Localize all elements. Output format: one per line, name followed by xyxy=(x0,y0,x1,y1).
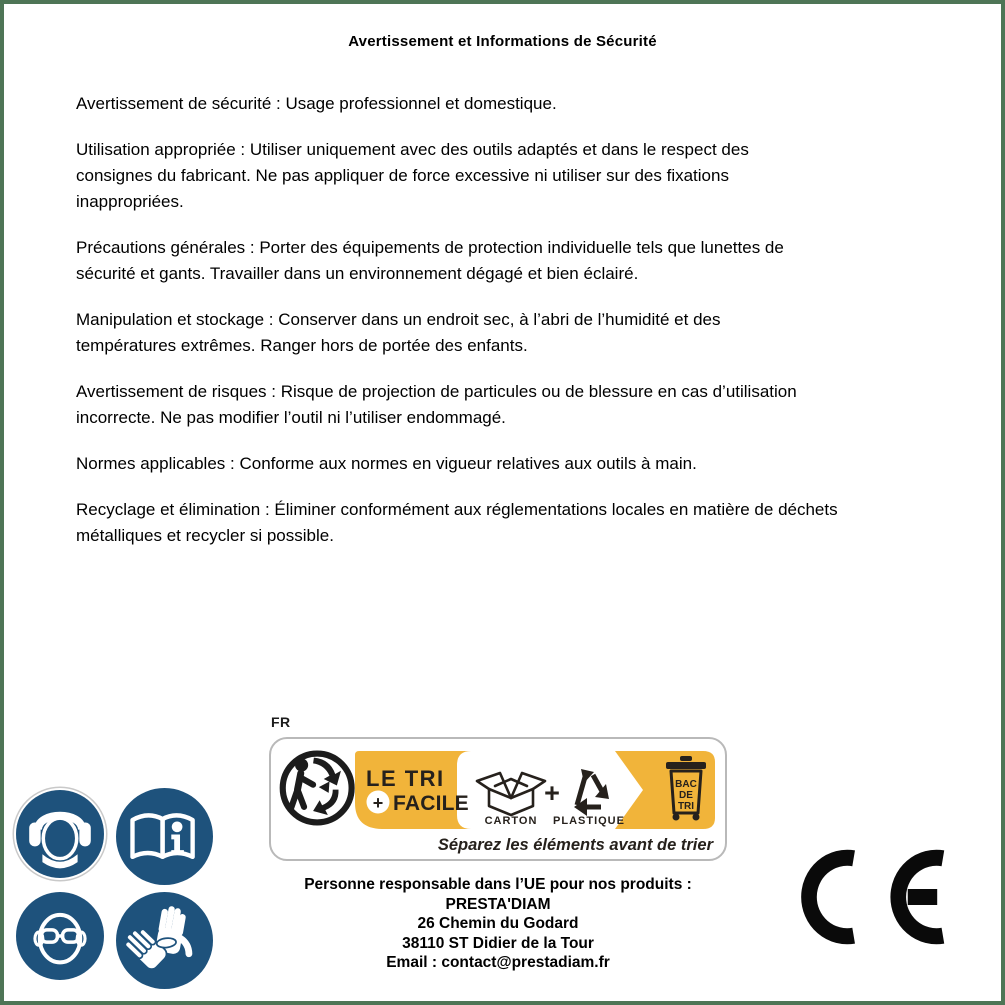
paragraph-recycling-disposal xyxy=(76,497,981,549)
bin-text-de: DE xyxy=(679,790,693,801)
materials-plus-sign: + xyxy=(544,778,560,808)
material-carton-label: CARTON xyxy=(484,815,538,827)
ear-protection-icon xyxy=(16,790,104,878)
paragraph-general-precautions xyxy=(76,235,981,287)
country-code-label: FR xyxy=(271,714,291,730)
text-line: métalliques et recycler si possible. xyxy=(76,526,334,545)
text-line: incorrecte. Ne pas modifier l’outil ni l’utiliser endommagé. xyxy=(76,408,506,427)
responsible-person-block xyxy=(267,875,729,973)
bin-text-tri: TRI xyxy=(677,801,695,812)
eye-protection-icon xyxy=(16,892,104,980)
address-city: 38110 ST Didier de la Tour xyxy=(402,934,594,952)
page-title: Avertissement et Informations de Sécurité xyxy=(348,33,657,50)
text-line: Normes applicables : Conforme aux normes en vigueur relatives aux outils à main. xyxy=(76,454,697,473)
text-line: Recyclage et élimination : Éliminer conformément aux réglementations locales en matière de déchets xyxy=(76,500,838,519)
ce-marking-icon xyxy=(801,845,951,949)
plus-badge-sign: + xyxy=(372,793,384,813)
text-line: sécurité et gants. Travailler dans un environnement dégagé et bien éclairé. xyxy=(76,264,639,283)
protective-gloves-icon xyxy=(116,892,213,989)
text-line: Avertissement de risques : Risque de projection de particules ou de blessure en cas d’utilisation xyxy=(76,382,797,401)
text-line: Manipulation et stockage : Conserver dans un endroit sec, à l’abri de l’humidité et des xyxy=(76,310,721,329)
paragraph-safety-warning xyxy=(76,91,981,117)
text-line: Avertissement de sécurité : Usage professionnel et domestique. xyxy=(76,94,557,113)
material-plastique-label: PLASTIQUE xyxy=(553,815,625,827)
paragraph-handling-storage xyxy=(76,307,981,359)
info-tri-label xyxy=(269,737,727,861)
text-line: inappropriées. xyxy=(76,192,184,211)
safety-text xyxy=(76,91,981,569)
responsible-line: Personne responsable dans l’UE pour nos produits : xyxy=(304,876,692,893)
sorting-instruction: Séparez les éléments avant de trier xyxy=(437,836,713,854)
read-manual-icon xyxy=(116,788,213,885)
address-street: 26 Chemin du Godard xyxy=(417,915,579,933)
text-line: Utilisation appropriée : Utiliser uniquement avec des outils adaptés et dans le respect des xyxy=(76,140,749,159)
contact-email: Email : contact@prestadiam.fr xyxy=(386,954,610,972)
paragraph-appropriate-use xyxy=(76,137,981,215)
headline-le-tri: LE TRI xyxy=(366,766,445,791)
paragraph-applicable-standards xyxy=(76,451,981,477)
triman-icon xyxy=(283,754,352,823)
company-name: PRESTA'DIAM xyxy=(445,895,551,913)
bin-text-bac: BAC xyxy=(675,779,697,790)
paragraph-risk-warning xyxy=(76,379,981,431)
headline-facile: FACILE xyxy=(393,792,469,815)
text-line: consignes du fabricant. Ne pas appliquer de force excessive ni utiliser sur des fixations xyxy=(76,166,729,185)
text-line: températures extrêmes. Ranger hors de portée des enfants. xyxy=(76,336,528,355)
text-line: Précautions générales : Porter des équipements de protection individuelle tels que lunettes de xyxy=(76,238,784,257)
